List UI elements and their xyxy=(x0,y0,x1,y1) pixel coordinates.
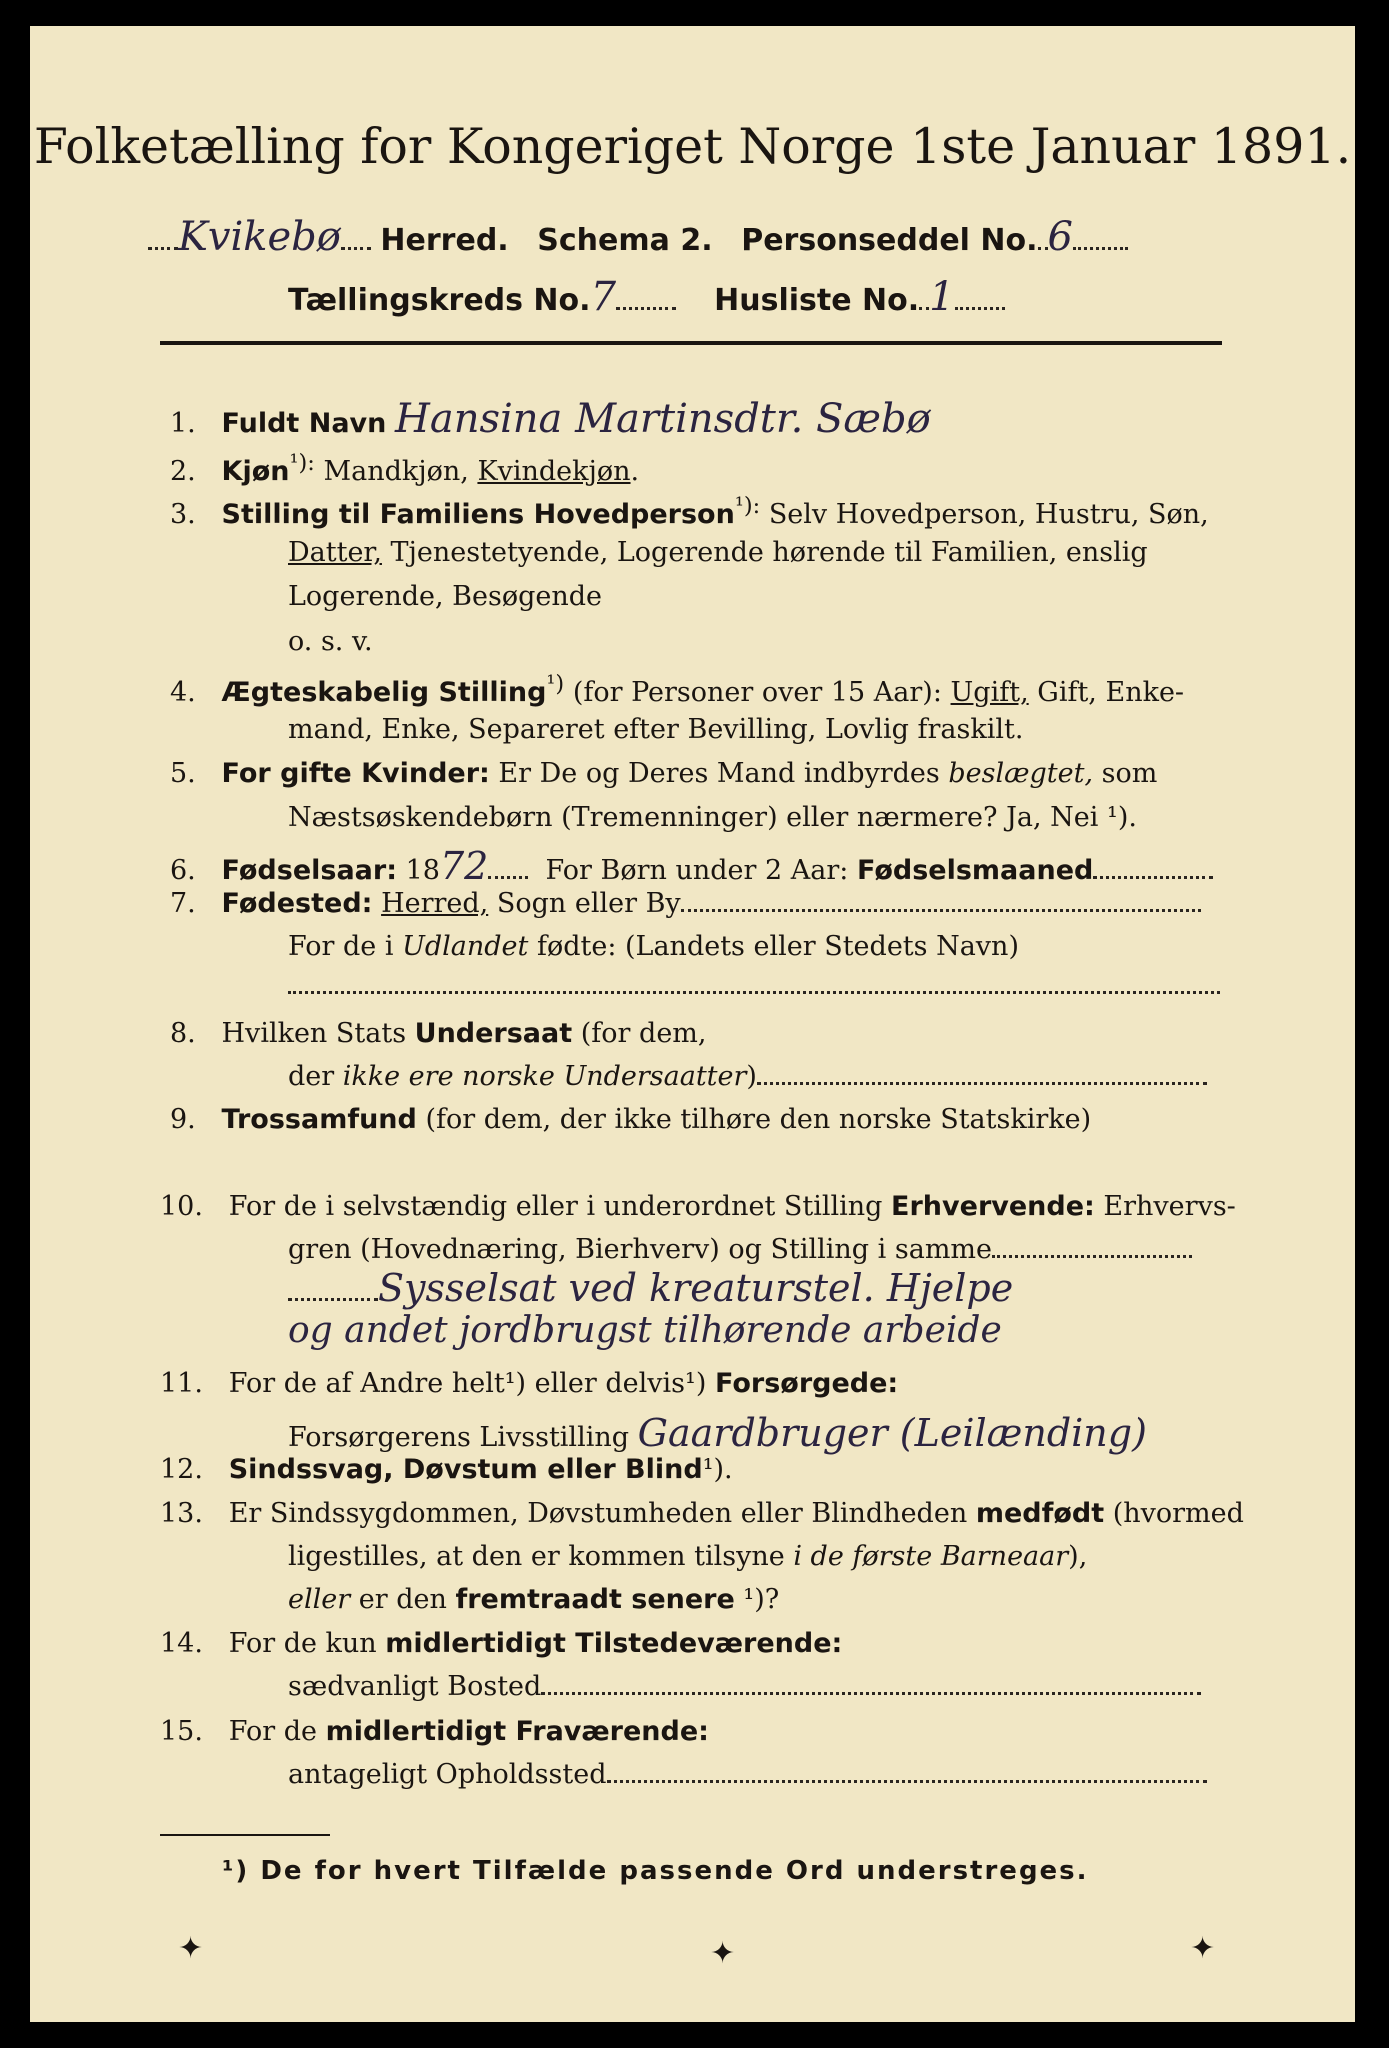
question-13 xyxy=(160,1498,1244,1529)
q13-line2-a: ligestilles, at den er kommen tilsyne xyxy=(288,1541,785,1572)
q12-number: 12. xyxy=(160,1454,203,1485)
q11-line1-a: For de af Andre helt xyxy=(228,1368,505,1399)
q4-line1-mid: (for Personer over 15 Aar): xyxy=(572,677,942,708)
kreds-label: Tællingskreds No. xyxy=(288,283,591,318)
registration-mark-center: ✦ xyxy=(710,1936,736,1971)
q13-line3-c: ¹)? xyxy=(743,1584,780,1615)
question-14 xyxy=(160,1628,842,1659)
q2-end: . xyxy=(630,456,640,487)
q3-label: Stilling til Familiens Hovedperson xyxy=(221,499,735,530)
q2-sup: ¹): xyxy=(289,450,315,476)
q6-label2: Fødselsmaaned xyxy=(856,855,1094,886)
question-1 xyxy=(170,396,931,442)
q3-line4: o. s. v. xyxy=(288,626,373,657)
q13-line1-c: (hvormed xyxy=(1112,1498,1244,1529)
q1-answer: Hansina Martinsdtr. Sæbø xyxy=(394,396,931,442)
q10-line1-b: Erhvervende: xyxy=(891,1191,1095,1222)
q6-year-printed: 18 xyxy=(405,855,440,886)
q13-line3-b: fremtraadt senere xyxy=(455,1584,735,1615)
q3-option-datter: Datter, xyxy=(288,537,382,568)
q5-line1-b: som xyxy=(1101,758,1158,789)
q13-number: 13. xyxy=(160,1498,203,1529)
q10-number: 10. xyxy=(160,1191,203,1222)
q2-option-female: Kvindekjøn xyxy=(477,456,631,487)
q8-line1-c: (for dem, xyxy=(580,1018,707,1049)
q10-answer2: og andet jordbrugst tilhørende arbeide xyxy=(288,1310,1002,1351)
q7-option-herred: Herred, xyxy=(381,888,489,919)
q4-line2: mand, Enke, Separeret efter Bevilling, Lovlig fraskilt. xyxy=(288,714,1024,745)
q4-option-enke: Enke- xyxy=(1105,677,1185,708)
registration-mark-left: ✦ xyxy=(178,1931,204,1966)
q13-line1-a: Er Sindssygdommen, Døvstumheden eller Blindheden xyxy=(228,1498,968,1529)
question-5 xyxy=(170,758,1157,789)
q8-line1-b: Undersaat xyxy=(414,1018,573,1049)
q4-sup: ¹) xyxy=(546,671,565,697)
q7-line2-b: fødte: (Landets eller Stedets Navn) xyxy=(536,931,1019,962)
q14-line2 xyxy=(288,1671,1201,1702)
q10-answer-line1 xyxy=(288,1266,1013,1310)
q1-number: 1. xyxy=(170,408,196,439)
question-8 xyxy=(170,1018,706,1049)
q14-line2-text: sædvanligt Bosted xyxy=(288,1671,542,1702)
q6-year-handwritten: 72 xyxy=(439,844,489,888)
q2-option-male: Mandkjøn, xyxy=(323,456,469,487)
q11-line1-c: ¹) xyxy=(685,1368,707,1399)
q3-number: 3. xyxy=(170,499,196,530)
herred-line xyxy=(148,214,1128,260)
q8-line2-a: der xyxy=(288,1061,335,1092)
census-form xyxy=(30,26,1355,2022)
q2-number: 2. xyxy=(170,456,196,487)
q3-line1: Selv Hovedperson, Hustru, Søn, xyxy=(768,499,1209,530)
husliste-label: Husliste No. xyxy=(714,283,920,318)
question-15 xyxy=(160,1716,709,1747)
q7-line2 xyxy=(288,931,1019,962)
q13-line1-b: medfødt xyxy=(975,1498,1105,1529)
question-3 xyxy=(170,493,1209,530)
q8-number: 8. xyxy=(170,1018,196,1049)
form-title: Folketælling for Kongeriget Norge 1ste Januar 1891. xyxy=(33,118,1352,175)
q13-line3-a: er den xyxy=(358,1584,447,1615)
q15-line1-b: midlertidigt Fraværende: xyxy=(325,1716,709,1747)
q7-label: Fødested: xyxy=(221,888,373,919)
q7-answer-line xyxy=(288,991,1220,994)
question-9 xyxy=(170,1104,1091,1135)
q10-line2-text: gren (Hovednæring, Bierhverv) og Stilling i samme xyxy=(288,1234,993,1265)
q3-sup: ¹): xyxy=(734,493,761,519)
personseddel-value: 6 xyxy=(1047,214,1073,260)
q14-number: 14. xyxy=(160,1628,203,1659)
q15-line2 xyxy=(288,1759,1207,1790)
q7-line2-a: For de i xyxy=(288,931,394,962)
q10-line1-a: For de i selvstændig eller i underordnet Stilling xyxy=(228,1191,883,1222)
herred-value: Kvikebø xyxy=(178,214,341,260)
q7-number: 7. xyxy=(170,888,196,919)
q9-number: 9. xyxy=(170,1104,196,1135)
q15-line1-a: For de xyxy=(228,1716,317,1747)
question-10 xyxy=(160,1191,1236,1222)
q11-number: 11. xyxy=(160,1368,203,1399)
question-11 xyxy=(160,1368,898,1399)
q10-line2 xyxy=(288,1234,1192,1265)
q8-line2 xyxy=(288,1061,1207,1092)
q7-line2-italic: Udlandet xyxy=(402,931,529,962)
q6-mid: For Børn under 2 Aar: xyxy=(545,855,849,886)
personseddel-label: Personseddel No. xyxy=(741,223,1038,258)
question-4 xyxy=(170,671,1184,708)
q6-label: Fødselsaar: xyxy=(221,855,398,886)
q8-line2-italic: ikke ere norske Undersaatter xyxy=(342,1061,747,1092)
registration-mark-right: ✦ xyxy=(1190,1931,1216,1966)
q6-number: 6. xyxy=(170,855,196,886)
q14-line1-b: midlertidigt Tilstedeværende: xyxy=(385,1628,843,1659)
question-6 xyxy=(170,844,1213,888)
herred-label: Herred. xyxy=(380,223,509,258)
q9-rest: (for dem, der ikke tilhøre den norske Statskirke) xyxy=(425,1104,1092,1135)
husliste-value: 1 xyxy=(929,274,955,320)
schema-label: Schema 2. xyxy=(537,223,713,258)
q11-label: Forsørgede: xyxy=(714,1368,899,1399)
q13-line2 xyxy=(288,1541,1087,1572)
q10-line1-c: Erhvervs- xyxy=(1103,1191,1236,1222)
q3-line3: Logerende, Besøgende xyxy=(288,581,602,612)
q3-line2 xyxy=(288,537,1148,568)
q4-number: 4. xyxy=(170,677,196,708)
q13-line3 xyxy=(288,1584,779,1615)
q10-answer1: Sysselsat ved kreaturstel. Hjelpe xyxy=(378,1266,1014,1310)
q9-label: Trossamfund xyxy=(221,1104,417,1135)
q11-line1-b: ¹) eller delvis xyxy=(504,1368,686,1399)
q13-line3-italic: eller xyxy=(288,1584,351,1615)
q10-answer-line2 xyxy=(288,1310,1002,1351)
q5-line1-italic: beslægtet, xyxy=(948,758,1094,789)
q15-line2-text: antageligt Opholdssted xyxy=(288,1759,607,1790)
q14-line1-a: For de kun xyxy=(228,1628,377,1659)
q3-line2-rest: Tjenestetyende, Logerende hørende til Familien, enslig xyxy=(390,537,1148,568)
q4-option-ugift: Ugift, xyxy=(950,677,1029,708)
q11-line2 xyxy=(288,1411,1147,1455)
question-7 xyxy=(170,888,1201,919)
q13-line2-italic: i de første Barneaar xyxy=(793,1541,1069,1572)
q5-number: 5. xyxy=(170,758,196,789)
q5-line2: Næstsøskendebørn (Tremenninger) eller nærmere? Ja, Nei ¹). xyxy=(288,802,1137,833)
q13-line2-b: ), xyxy=(1068,1541,1088,1572)
question-2 xyxy=(170,450,639,487)
footnote-rule xyxy=(160,1834,330,1836)
q8-line2-b: ) xyxy=(746,1061,757,1092)
question-12 xyxy=(160,1454,733,1485)
q11-line2-text: Forsørgerens Livsstilling xyxy=(288,1422,630,1453)
q8-line1-a: Hvilken Stats xyxy=(221,1018,407,1049)
q5-line1-a: Er De og Deres Mand indbyrdes xyxy=(498,758,940,789)
kreds-line xyxy=(288,274,1005,320)
q15-number: 15. xyxy=(160,1716,203,1747)
q12-sup: ¹). xyxy=(702,1454,733,1485)
q4-option-gift: Gift, xyxy=(1037,677,1097,708)
q7-rest: Sogn eller By xyxy=(496,888,681,919)
q11-answer: Gaardbruger (Leilænding) xyxy=(637,1411,1147,1455)
header-rule xyxy=(160,341,1222,345)
q12-label: Sindssvag, Døvstum eller Blind xyxy=(228,1454,703,1485)
kreds-value: 7 xyxy=(590,274,617,320)
q4-label: Ægteskabelig Stilling xyxy=(221,677,547,708)
q5-label: For gifte Kvinder: xyxy=(221,758,490,789)
footnote: ¹) De for hvert Tilfælde passende Ord understreges. xyxy=(222,1856,1089,1886)
q1-label: Fuldt Navn xyxy=(221,408,387,439)
q2-label: Kjøn xyxy=(221,456,290,487)
